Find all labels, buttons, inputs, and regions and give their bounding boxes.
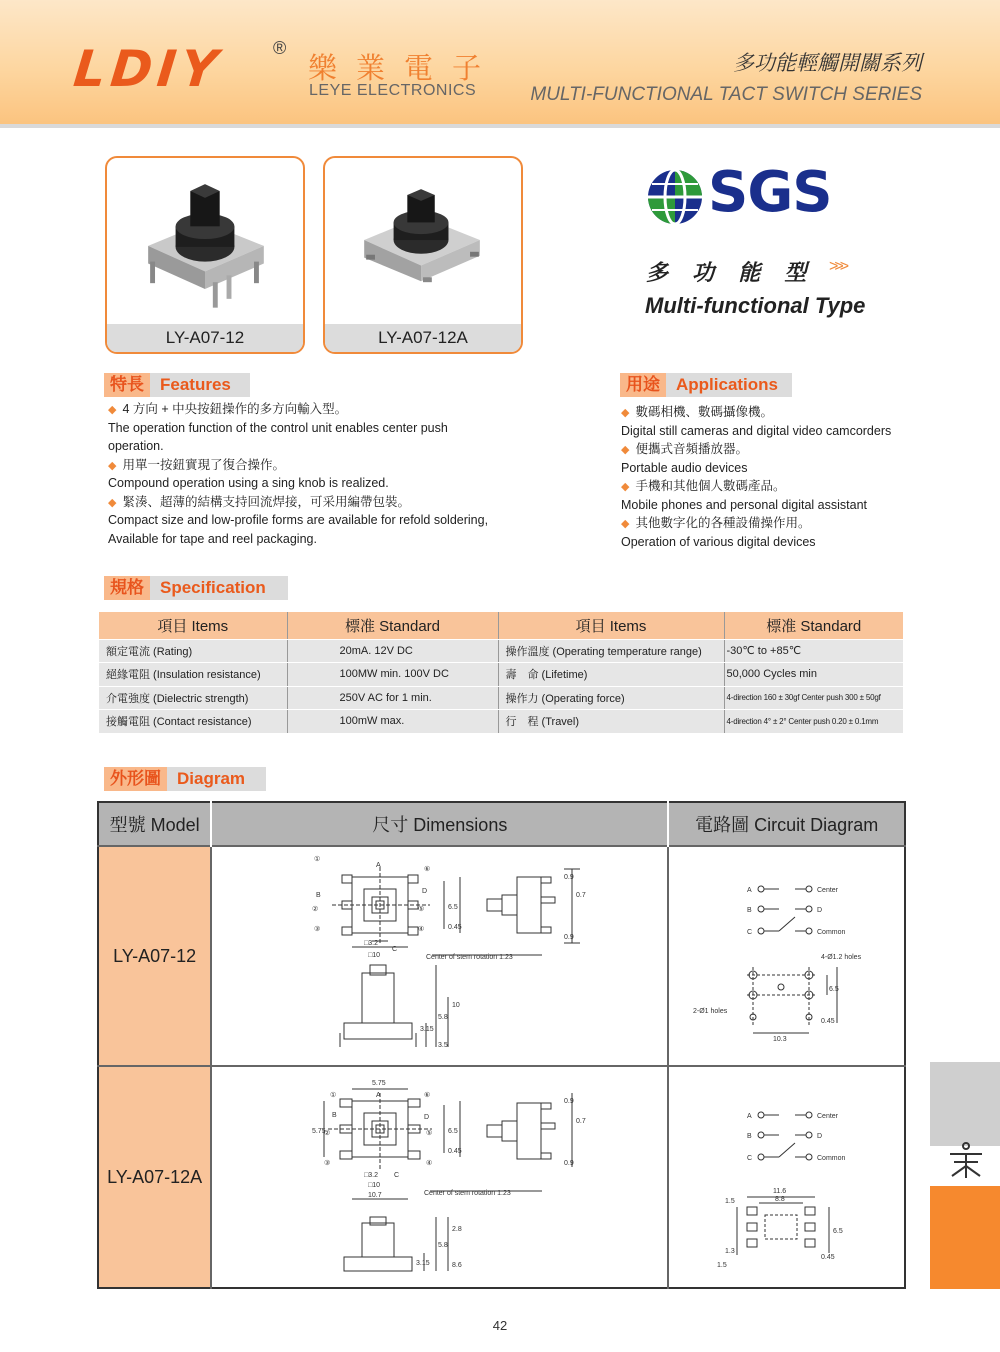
pin-number: ④	[418, 926, 425, 933]
product-label: LY-A07-12	[107, 324, 303, 352]
port-label: C	[392, 946, 398, 953]
dimension-value: 0.45	[821, 1018, 836, 1025]
model-cell: LY-A07-12	[98, 846, 211, 1066]
spec-row	[99, 663, 903, 687]
pin-number: ④	[426, 1160, 433, 1167]
list-item	[108, 456, 285, 476]
spec-item: 介電強度 (Dielectric strength)	[99, 686, 287, 710]
spec-row	[99, 639, 903, 663]
spec-header: 項目 Items	[498, 612, 724, 639]
spec-value: 100MW min. 100V DC	[287, 663, 498, 687]
circuit-diagram-cell	[668, 846, 905, 1066]
features-heading	[104, 373, 250, 397]
type-title-en: Multi-functional Type	[645, 293, 866, 318]
product-card-ly-a07-12	[105, 156, 305, 354]
dimension-value: 6.5	[448, 1128, 458, 1135]
diamond-bullet-icon: ◆	[108, 496, 117, 509]
dimension-value: 10.7	[368, 1192, 382, 1199]
list-item-text: Compound operation using a sing knob is realized.	[108, 476, 389, 490]
dimension-value: 10.3	[773, 1036, 788, 1043]
circuit-diagram-cell	[668, 1066, 905, 1288]
port-label: A	[747, 887, 753, 894]
holes-note: 4-Ø1.2 holes	[821, 954, 862, 961]
category-glyph-icon	[944, 1140, 988, 1180]
list-item-text: 用單一按鈕實現了復合操作。	[122, 457, 285, 472]
port-label: D	[817, 907, 823, 914]
switch-photo	[107, 158, 303, 326]
section-title-cn: 特長	[104, 373, 150, 397]
spec-header-row	[99, 612, 903, 639]
list-item	[621, 422, 891, 441]
dimension-value: 0.9	[564, 1098, 574, 1105]
registered-mark: ®	[273, 38, 287, 58]
dimension-value: □10	[368, 1182, 381, 1189]
list-item-text: 其他數字化的各種設備操作用。	[635, 516, 811, 530]
list-item	[621, 459, 747, 478]
diagram-row	[98, 1066, 905, 1288]
port-label: C	[747, 1155, 753, 1162]
dimension-value: 0.7	[576, 892, 586, 899]
list-item-text: Compact size and low-profile forms are available for refold soldering,	[108, 513, 489, 527]
port-label: C	[394, 1172, 400, 1179]
common-label: Common	[817, 1155, 846, 1162]
dimension-value: 11.6	[773, 1188, 787, 1195]
dimension-value: 0.9	[564, 934, 574, 941]
list-item	[108, 474, 389, 493]
dimension-value: 0.45	[448, 1148, 462, 1155]
list-item	[108, 493, 410, 513]
sgs-logo: SGS	[708, 160, 832, 225]
pin-number: ②	[324, 1130, 331, 1137]
diamond-bullet-icon: ◆	[621, 518, 630, 530]
dimension-value: 5.8	[438, 1242, 448, 1249]
port-label: D	[424, 1114, 430, 1121]
spec-header: 項目 Items	[99, 612, 287, 639]
dimension-value: 5.8	[438, 1014, 448, 1021]
spec-item: 操作力 (Operating force)	[498, 686, 724, 710]
port-label: B	[747, 1133, 753, 1140]
spec-value: 20mA. 12V DC	[287, 639, 498, 663]
list-item	[621, 477, 785, 497]
pin-number: ①	[330, 1092, 337, 1099]
diagram-heading	[104, 767, 266, 791]
series-title-en: MULTI-FUNCTIONAL TACT SWITCH SERIES	[530, 84, 922, 105]
diagram-header-circuit: 電路圖 Circuit Diagram	[668, 802, 905, 846]
section-title-cn: 外形圖	[104, 767, 167, 791]
dimension-value: 1.3	[725, 1248, 736, 1255]
pin-number: ⑤	[426, 1130, 433, 1137]
brand-name-en: LEYE ELECTRONICS	[309, 82, 477, 99]
spec-item: 額定電流 (Rating)	[99, 639, 287, 663]
port-label: C	[747, 929, 753, 936]
pin-number: ①	[314, 856, 321, 863]
circuit-diagram	[669, 847, 905, 1065]
dimension-value: 0.45	[821, 1254, 836, 1261]
section-title-cn: 用途	[620, 373, 666, 397]
holes-note: 2-Ø1 holes	[693, 1008, 728, 1015]
specification-table	[99, 612, 903, 734]
diagram-header-row	[98, 802, 905, 846]
stem-note: Center of stem rotation 1.23	[424, 1190, 512, 1197]
dimension-value: 3.15	[420, 1026, 434, 1033]
list-item-text: The operation function of the control unit enables center push	[108, 420, 448, 435]
list-item-text: 緊湊、超薄的結構支持回流焊接，可采用編帶包裝。	[122, 494, 410, 509]
dimension-value: 0.9	[564, 874, 574, 881]
pin-number: ③	[324, 1160, 331, 1167]
diagram-header-dimensions: 尺寸 Dimensions	[211, 802, 668, 846]
dimension-value: 5.75	[312, 1128, 326, 1135]
port-label: A	[376, 1092, 381, 1099]
list-item-text: Portable audio devices	[621, 460, 748, 475]
dimension-value: 8.8	[775, 1196, 786, 1203]
spec-item: 操作溫度 (Operating temperature range)	[498, 639, 724, 663]
spec-value: -30℃ to +85℃	[724, 639, 903, 663]
list-item-text: 4 方向 + 中央按鈕操作的多方向輸入型。	[122, 402, 348, 416]
dimension-value: 2.8	[452, 1226, 462, 1233]
spec-item: 接觸電阻 (Contact resistance)	[99, 710, 287, 734]
spec-value: 250V AC for 1 min.	[287, 686, 498, 710]
dimension-value: 6.5	[829, 986, 840, 993]
switch-photo	[325, 158, 521, 326]
spec-row	[99, 686, 903, 710]
center-label: Center	[817, 887, 839, 894]
pin-number: ⑥	[424, 866, 431, 873]
spec-header: 標准 Standard	[724, 612, 903, 639]
common-label: Common	[817, 929, 846, 936]
list-item	[621, 440, 748, 460]
diagram-row	[98, 846, 905, 1066]
list-item	[621, 496, 867, 515]
list-item	[108, 437, 164, 456]
dimension-drawing	[212, 1067, 668, 1287]
section-title-en: Diagram	[177, 769, 246, 788]
list-item	[108, 400, 347, 420]
spec-item: 絕緣電阻 (Insulation resistance)	[99, 663, 287, 687]
side-tab-orange	[930, 1186, 1000, 1289]
dimension-value: 0.7	[576, 1118, 586, 1125]
list-item-text: 便攜式音頻播放器。	[635, 442, 748, 456]
dimension-value: 6.5	[448, 904, 458, 911]
section-title-en: Specification	[160, 578, 266, 597]
dimension-drawing-cell	[211, 1066, 668, 1288]
pin-number: ⑥	[424, 1092, 431, 1099]
port-label: B	[747, 907, 753, 914]
section-title-en: Applications	[676, 375, 779, 394]
port-label: A	[747, 1113, 753, 1120]
dimension-value: 0.9	[564, 1160, 574, 1167]
dimension-value: 1.5	[725, 1198, 736, 1205]
brand-name-cn: 樂業電子	[308, 51, 501, 85]
dimension-value: 0.45	[448, 924, 462, 931]
section-title-en: Features	[160, 375, 231, 394]
section-title-cn: 規格	[104, 576, 150, 600]
list-item-text: 數碼相機、數碼攝像機。	[635, 405, 773, 419]
port-label: B	[332, 1112, 337, 1119]
chevrons-icon: >>>	[829, 258, 846, 275]
circuit-diagram	[669, 1067, 905, 1287]
series-title-cn: 多功能輕觸開關系列	[733, 51, 922, 75]
spec-value: 100mW max.	[287, 710, 498, 734]
list-item	[621, 514, 810, 534]
list-item-text: Available for tape and reel packaging.	[108, 531, 317, 546]
dimension-value: 8.6	[452, 1262, 462, 1269]
list-item	[108, 511, 488, 530]
page-header	[0, 0, 1000, 126]
list-item-text: Mobile phones and personal digital assistant	[621, 497, 867, 512]
list-item-text: Digital still cameras and digital video camcorders	[621, 423, 892, 438]
dimension-drawing-cell	[211, 846, 668, 1066]
stem-note: Center of stem rotation 1.23	[426, 954, 514, 961]
diamond-bullet-icon: ◆	[108, 459, 117, 472]
dimension-value: 3.5	[438, 1042, 448, 1049]
port-label: D	[422, 888, 428, 895]
pin-number: ②	[312, 906, 319, 913]
list-item	[108, 530, 317, 549]
model-cell: LY-A07-12A	[98, 1066, 211, 1288]
product-label: LY-A07-12A	[325, 324, 521, 352]
diamond-bullet-icon: ◆	[621, 407, 630, 419]
list-item	[621, 403, 773, 423]
pin-number: ③	[314, 926, 321, 933]
list-item	[108, 419, 448, 438]
list-item-text: operation.	[108, 439, 164, 453]
dimension-value: 6.5	[833, 1228, 844, 1235]
spec-header: 標准 Standard	[287, 612, 498, 639]
diamond-bullet-icon: ◆	[621, 444, 630, 456]
port-label: D	[817, 1133, 823, 1140]
dimension-value: □3.2	[364, 940, 379, 947]
port-label: B	[316, 892, 321, 899]
dimension-value: 1.5	[717, 1262, 728, 1269]
dimension-value: 3.15	[416, 1260, 430, 1267]
list-item	[621, 533, 816, 552]
dimension-value: □3.2	[364, 1172, 379, 1179]
spec-value: 4-direction 4° ± 2° Center push 0.20 ± 0.1mm	[724, 710, 903, 734]
brand-logo: LDIY	[70, 40, 226, 98]
applications-heading	[620, 373, 792, 397]
side-tab-gray	[930, 1062, 1000, 1146]
diagram-table	[97, 801, 906, 1289]
dimension-drawing	[212, 847, 668, 1065]
pin-number: ⑤	[418, 906, 425, 913]
diamond-bullet-icon: ◆	[108, 404, 117, 416]
dimension-value: □10	[368, 952, 381, 959]
page-number: 42	[492, 1318, 508, 1333]
port-label: A	[376, 862, 381, 869]
spec-row	[99, 710, 903, 734]
header-divider	[0, 124, 1000, 128]
list-item-text: 手機和其他個人數碼產品。	[635, 479, 786, 493]
spec-value: 50,000 Cycles min	[724, 663, 903, 687]
spec-item: 壽 命 (Lifetime)	[498, 663, 724, 687]
type-title-cn: 多 功 能 型	[646, 260, 816, 285]
spec-item: 行 程 (Travel)	[498, 710, 724, 734]
center-label: Center	[817, 1113, 839, 1120]
diamond-bullet-icon: ◆	[621, 481, 630, 493]
dimension-value: 10	[452, 1002, 461, 1009]
spec-value: 4-direction 160 ± 30gf Center push 300 ± 50gf	[724, 686, 903, 710]
list-item-text: Operation of various digital devices	[621, 534, 816, 549]
dimension-value: 5.75	[372, 1080, 386, 1087]
specification-heading	[104, 576, 288, 600]
diagram-header-model: 型號 Model	[98, 802, 211, 846]
product-card-ly-a07-12a	[323, 156, 523, 354]
